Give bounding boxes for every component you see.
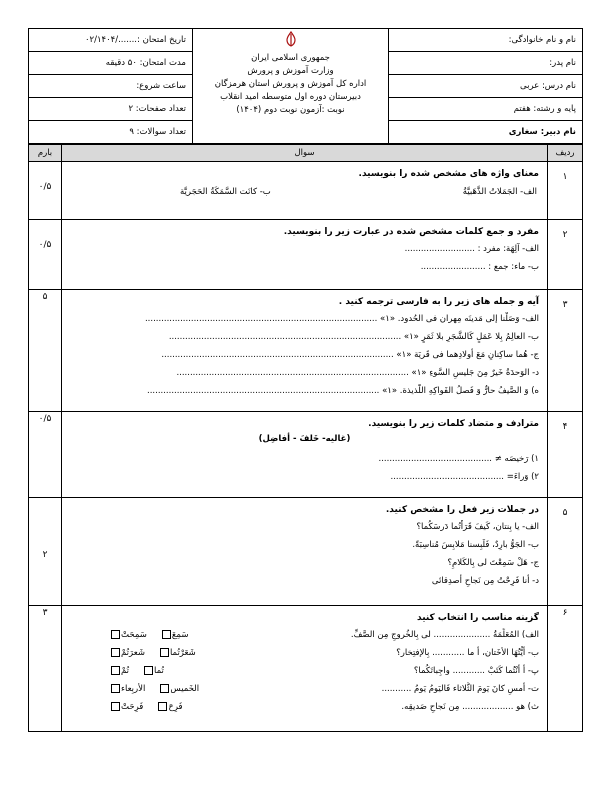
question-number: ۶ [548,606,583,732]
sentence-line: د- أنا فَرِحْتُ مِن نَجاحِ أصدِقائی [431,576,539,586]
choice-row [70,628,539,643]
choice-row [70,700,539,715]
question-number: ۳ [548,290,583,412]
question-number: ۲ [548,220,583,290]
exam-duration: مدت امتحان: ۵۰ دقیقه [29,52,192,75]
country-name: جمهوری اسلامی ایران [251,53,330,63]
question-score: ۲ [29,498,62,606]
grade-field: پایه و رشته: هفتم [389,98,582,121]
translation-line[interactable]: د- الوَحدَةُ خَیرٌ مِنَ جَلیسِ السَّوءِ «۱» ...................................................................................... [176,368,539,378]
choice-sentence: ث) هو ................... مِن نَجاحِ صَدیقِه. [401,702,539,712]
option-label: الأربِعاء [121,684,146,694]
option-1[interactable] [161,628,189,643]
option-label: سَمِعَ [171,630,189,640]
question-title: معنای واژه های مشخص شده را بنویسید. [358,169,539,179]
option-label: شَعرَتُمْ [121,648,145,658]
sentence-line: ب- الجَوُّ بارِدٌ، فَلَبِسنا مَلابِسَ مُناسِبَةً. [412,540,539,550]
checkbox[interactable] [144,666,153,675]
choice-sentence: ب- أیُّتُهَا الأخَتان، أ ما ............ بِالإفتِخار؟ [396,648,539,658]
translation-line[interactable]: ج- هُما ساکِنانِ مَعَ أولادِهما فی قَریَة «۱» ...................................................................................... [161,350,539,360]
question-score: ۰/۵ [29,412,62,498]
choice-sentence: ت- أمسِ کانَ یَومَ الثُّلاثاء فَالیَومُ یَومُ ........... [381,684,539,694]
header-table [28,28,583,144]
checkbox[interactable] [111,684,120,693]
option-2[interactable] [110,664,129,679]
question-body [62,290,548,412]
question-body [62,498,548,606]
iran-emblem-icon [284,31,298,51]
school-name: دبیرستان دوره اول متوسطه امید انقلاب [220,92,361,102]
checkbox[interactable] [111,666,120,675]
question-body [62,162,548,220]
translation-line[interactable]: ب- العالِمُ بِلا عَمَلٍ کَالشَّجَرِ بلا ثَمَرٍ «۱» ...................................................................................... [168,332,539,342]
checkbox[interactable] [111,648,120,657]
option-2[interactable] [110,628,147,643]
question-number: ۴ [548,412,583,498]
checkbox[interactable] [162,630,171,639]
option-label: فَرِحَ [168,702,183,712]
questions-table [28,144,583,732]
sentence-line: ج- هَلْ سَمِعْتَ لی بِالکَلامِ؟ [447,558,539,568]
question-row [29,606,583,732]
col-question-header: سوال [62,145,548,162]
teacher-name: نام دبیر: سغاری [508,127,576,137]
question-title: مترادف و متضاد کلمات زیر را بنویسید. [368,419,539,429]
school-info-box [193,29,389,144]
exam-info-box [29,29,193,144]
choice-row [70,664,539,679]
choice-sentence: الف) المُعَلِّمَةُ ..................... لی بِالخُروجِ مِن الصَّفِّ. [350,630,539,640]
question-number: ۱ [548,162,583,220]
answer-line[interactable]: الف- آلِهَة: مفرد : .......................... [404,244,539,254]
question-title: در جملات زیر فعل را مشخص کنید. [385,505,539,515]
exam-sheet [28,28,583,732]
question-row [29,412,583,498]
word-bank: (غالیه- خَلفَ - أفاضِل) [258,434,351,444]
col-num-header: ردیف [548,145,583,162]
sentence-line: الف- یا بِنتان، کَیفَ قَرَأْتُما دَرسَکُما؟ [416,522,539,532]
answer-line[interactable]: ۲) وَراءَ= .......................................... [390,472,539,482]
option-label: فَرِحَتْ [121,702,144,712]
question-row [29,220,583,290]
q1-item-a: الف- الجَمَلاتُ الذَّهَبیَّةُ [462,187,537,197]
choice-row [70,682,539,697]
question-count: تعداد سوالات: ۹ [129,127,186,137]
question-title: آیه و جمله های زیر را به فارسی ترجمه کنید . [338,297,539,307]
exam-term: نوبت :آزمون نوبت دوم (۱۴۰۴) [236,105,345,115]
option-2[interactable] [110,682,145,697]
checkbox[interactable] [160,684,169,693]
col-score-header: بارم [29,145,62,162]
question-title: گزینه مناسب را انتخاب کنید [417,613,539,623]
q1-item-b: ب- کانَت السَّمَکَةُ الحَجَریَّة [180,187,271,197]
option-label: تُما [154,666,164,676]
option-1[interactable] [157,700,182,715]
choice-row [70,646,539,661]
ministry-name: وزارت آموزش و پرورش [247,66,334,76]
question-title: مفرد و جمع کلمات مشخص شده در عبارت زیر را بنویسید. [283,227,539,237]
option-1[interactable] [159,682,199,697]
question-body [62,412,548,498]
option-label: الخَمیس [170,684,200,694]
option-label: تُمْ [121,666,130,676]
course-name: نام درس: عربی [389,75,582,98]
checkbox[interactable] [111,630,120,639]
option-1[interactable] [159,646,196,661]
option-2[interactable] [110,700,143,715]
question-score: ۰/۵ [29,162,62,220]
department-name: اداره کل آموزش و پرورش استان هرمزگان [214,79,367,89]
answer-line[interactable]: ۱) رَخیصَه ≠ .......................................... [378,454,539,464]
student-info-box [389,29,583,144]
question-row [29,498,583,606]
question-row [29,290,583,412]
start-time[interactable]: ساعت شروع: [29,75,192,98]
exam-date[interactable]: تاریخ امتحان :......./۰۲/۱۴۰۴ [29,29,192,52]
checkbox[interactable] [111,702,120,711]
question-score: ۰/۵ [29,220,62,290]
option-2[interactable] [110,646,145,661]
option-1[interactable] [143,664,164,679]
question-score: ۳ [29,606,62,732]
question-score: ۵ [29,290,62,412]
translation-line[interactable]: ه) وَ الصَّیفُ حارٌّ وَ فَصلُ الفَواکِهِ اللَّذیذة. «۱» ...................................................................................... [147,386,539,396]
question-row [29,162,583,220]
student-name-field[interactable]: نام و نام خانوادگی: [389,29,582,52]
choice-sentence: پ- أ أنْتُما کَتَبْ ............ واجِباتَکُما؟ [413,666,539,676]
column-header-row [29,145,583,162]
option-label: شَعَرْتُما [169,648,196,658]
question-body [62,220,548,290]
checkbox[interactable] [158,702,167,711]
page-count: تعداد صفحات: ۲ [29,98,192,121]
question-body [62,606,548,732]
question-number: ۵ [548,498,583,606]
option-label: سَمِحَتْ [121,630,147,640]
answer-line[interactable]: ب- ماء: جمع : ........................ [420,262,539,272]
father-name-field[interactable]: نام پدر: [389,52,582,75]
checkbox[interactable] [160,648,169,657]
translation-line[interactable]: الف- وَصَلْنا إلی مَدینَه مِهران فی الحُدود. «۱» ...................................................................................... [144,314,539,324]
